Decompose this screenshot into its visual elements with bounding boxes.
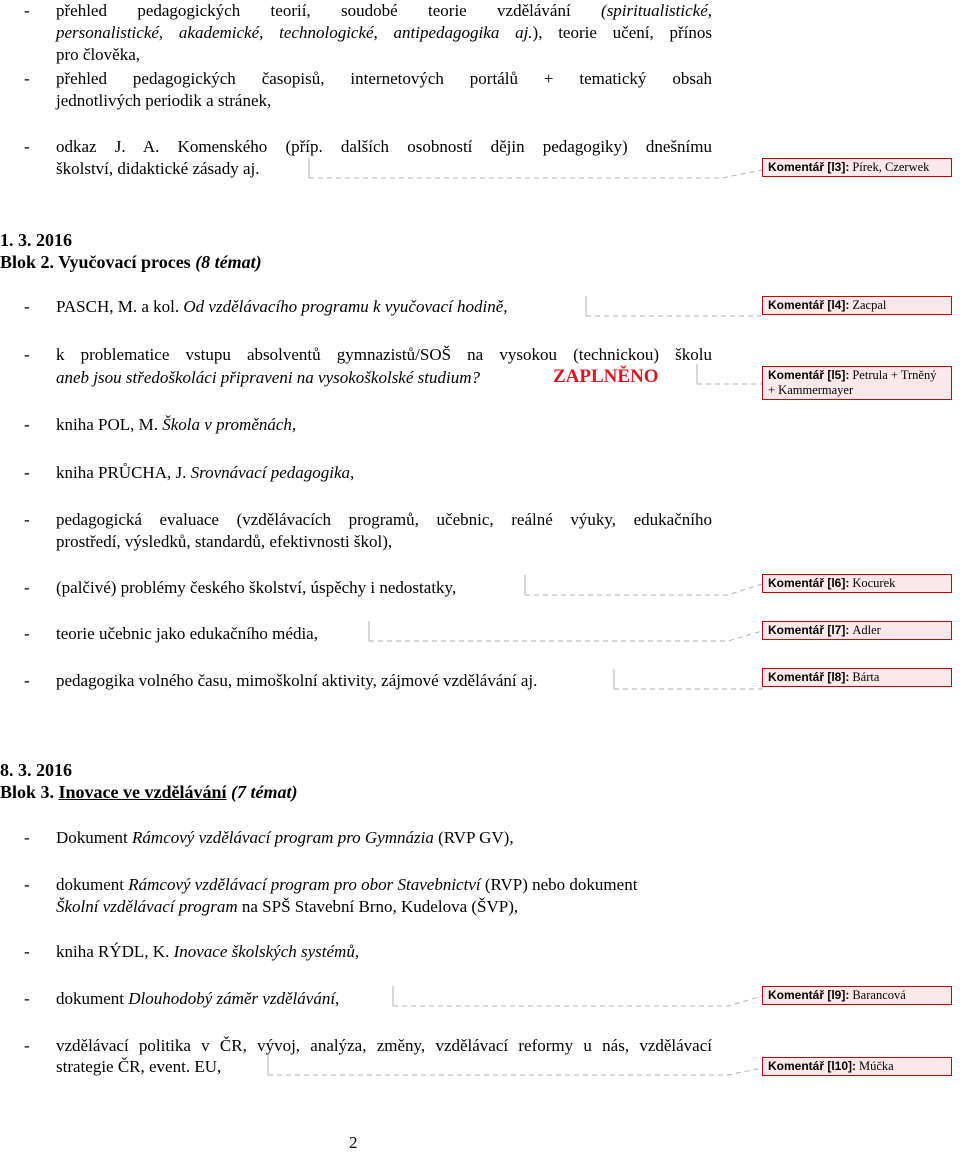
- list-item-line: kniha PRŮCHA, J. Srovnávací pedagogika,: [56, 463, 355, 482]
- block-heading: Blok 3. Inovace ve vzdělávání (7 témat): [0, 782, 298, 802]
- comment-balloon[interactable]: Komentář [l8]: Bárta: [762, 668, 952, 687]
- list-dash: -: [24, 875, 30, 894]
- block-date: 8. 3. 2016: [0, 760, 72, 780]
- list-dash: -: [24, 510, 30, 529]
- connector-l4: [586, 298, 762, 316]
- list-dash: -: [24, 297, 30, 316]
- list-item-line: pedagogika volného času, mimoškolní aktivity, zájmové vzdělávání aj.: [56, 671, 538, 690]
- list-item-line: (palčivé) problémy českého školství, úspěchy i nedostatky,: [56, 578, 457, 597]
- list-item-line: pedagogická evaluace (vzdělávacích programů, učebnic, reálné výuky, edukačního: [56, 510, 712, 529]
- list-dash: -: [24, 137, 30, 156]
- list-dash: -: [24, 1036, 30, 1055]
- list-dash: -: [24, 624, 30, 643]
- comment-balloon[interactable]: Komentář [l4]: Zacpal: [762, 296, 952, 315]
- list-item-line: dokument Dlouhodobý záměr vzdělávání,: [56, 989, 340, 1008]
- list-item-line: teorie učebnic jako edukačního média,: [56, 624, 318, 643]
- page-number: 2: [349, 1133, 358, 1152]
- list-item-line: aneb jsou středoškoláci připraveni na vysokoškolské studium?: [56, 368, 480, 387]
- list-item-line: školství, didaktické zásady aj.: [56, 159, 260, 178]
- list-item-line: vzdělávací politika v ČR, vývoj, analýza, změny, vzdělávací reformy u nás, vzdělávací: [56, 1036, 712, 1055]
- connector-l7: [369, 623, 762, 641]
- list-item-line: k problematice vstupu absolventů gymnazistů/SOŠ na vysokou (technickou) školu: [56, 345, 712, 364]
- list-item-line: PASCH, M. a kol. Od vzdělávacího programu k vyučovací hodině,: [56, 297, 508, 316]
- comment-balloon[interactable]: Komentář [l9]: Barancová: [762, 986, 952, 1005]
- connector-l8: [614, 671, 762, 689]
- block-heading: Blok 2. Vyučovací proces (8 témat): [0, 252, 262, 272]
- connector-l6: [525, 577, 762, 595]
- list-item-line: přehled pedagogických teorií, soudobé teorie vzdělávání (spiritualistické,: [56, 1, 712, 20]
- list-item-line: strategie ČR, event. EU,: [56, 1057, 222, 1076]
- block-date: 1. 3. 2016: [0, 230, 72, 250]
- list-dash: -: [24, 69, 30, 88]
- list-item-line: kniha RÝDL, K. Inovace školských systémů,: [56, 942, 360, 961]
- comment-balloon[interactable]: Komentář [l7]: Adler: [762, 621, 952, 640]
- list-item-line: prostředí, výsledků, standardů, efektivnosti škol),: [56, 532, 393, 551]
- connector-l5: [697, 366, 762, 384]
- list-item-line: přehled pedagogických časopisů, internetových portálů + tematický obsah: [56, 69, 712, 88]
- list-dash: -: [24, 1, 30, 20]
- list-dash: -: [24, 828, 30, 847]
- list-dash: -: [24, 578, 30, 597]
- list-dash: -: [24, 463, 30, 482]
- status-mark: ZAPLNĚNO: [553, 366, 659, 387]
- comment-balloon[interactable]: Komentář [l3]: Pírek, Czerwek: [762, 158, 952, 177]
- list-dash: -: [24, 345, 30, 364]
- comment-balloon[interactable]: Komentář [l10]: Múčka: [762, 1057, 952, 1076]
- list-item-line: pro člověka,: [56, 45, 141, 64]
- list-item-line: odkaz J. A. Komenského (příp. dalších osobností dějin pedagogiky) dnešnímu: [56, 137, 712, 156]
- list-dash: -: [24, 942, 30, 961]
- comment-balloon[interactable]: Komentář [l5]: Petrula + Trněný + Kammermayer: [762, 366, 952, 400]
- connector-l3: [309, 160, 762, 178]
- list-item-line: dokument Rámcový vzdělávací program pro obor Stavebnictví (RVP) nebo dokument: [56, 875, 638, 894]
- connector-l9: [393, 988, 762, 1006]
- list-item-line: Školní vzdělávací program na SPŠ Stavební Brno, Kudelova (ŠVP),: [56, 897, 519, 916]
- list-dash: -: [24, 415, 30, 434]
- list-item-line: jednotlivých periodik a stránek,: [56, 91, 272, 110]
- list-dash: -: [24, 671, 30, 690]
- list-dash: -: [24, 989, 30, 1008]
- comment-balloon[interactable]: Komentář [l6]: Kocurek: [762, 574, 952, 593]
- list-item-line: personalistické, akademické, technologické, antipedagogika aj.), teorie učení, přínos: [56, 23, 712, 42]
- connector-l10: [268, 1057, 762, 1075]
- list-item-line: kniha POL, M. Škola v proměnách,: [56, 415, 297, 434]
- list-item-line: Dokument Rámcový vzdělávací program pro Gymnázia (RVP GV),: [56, 828, 514, 847]
